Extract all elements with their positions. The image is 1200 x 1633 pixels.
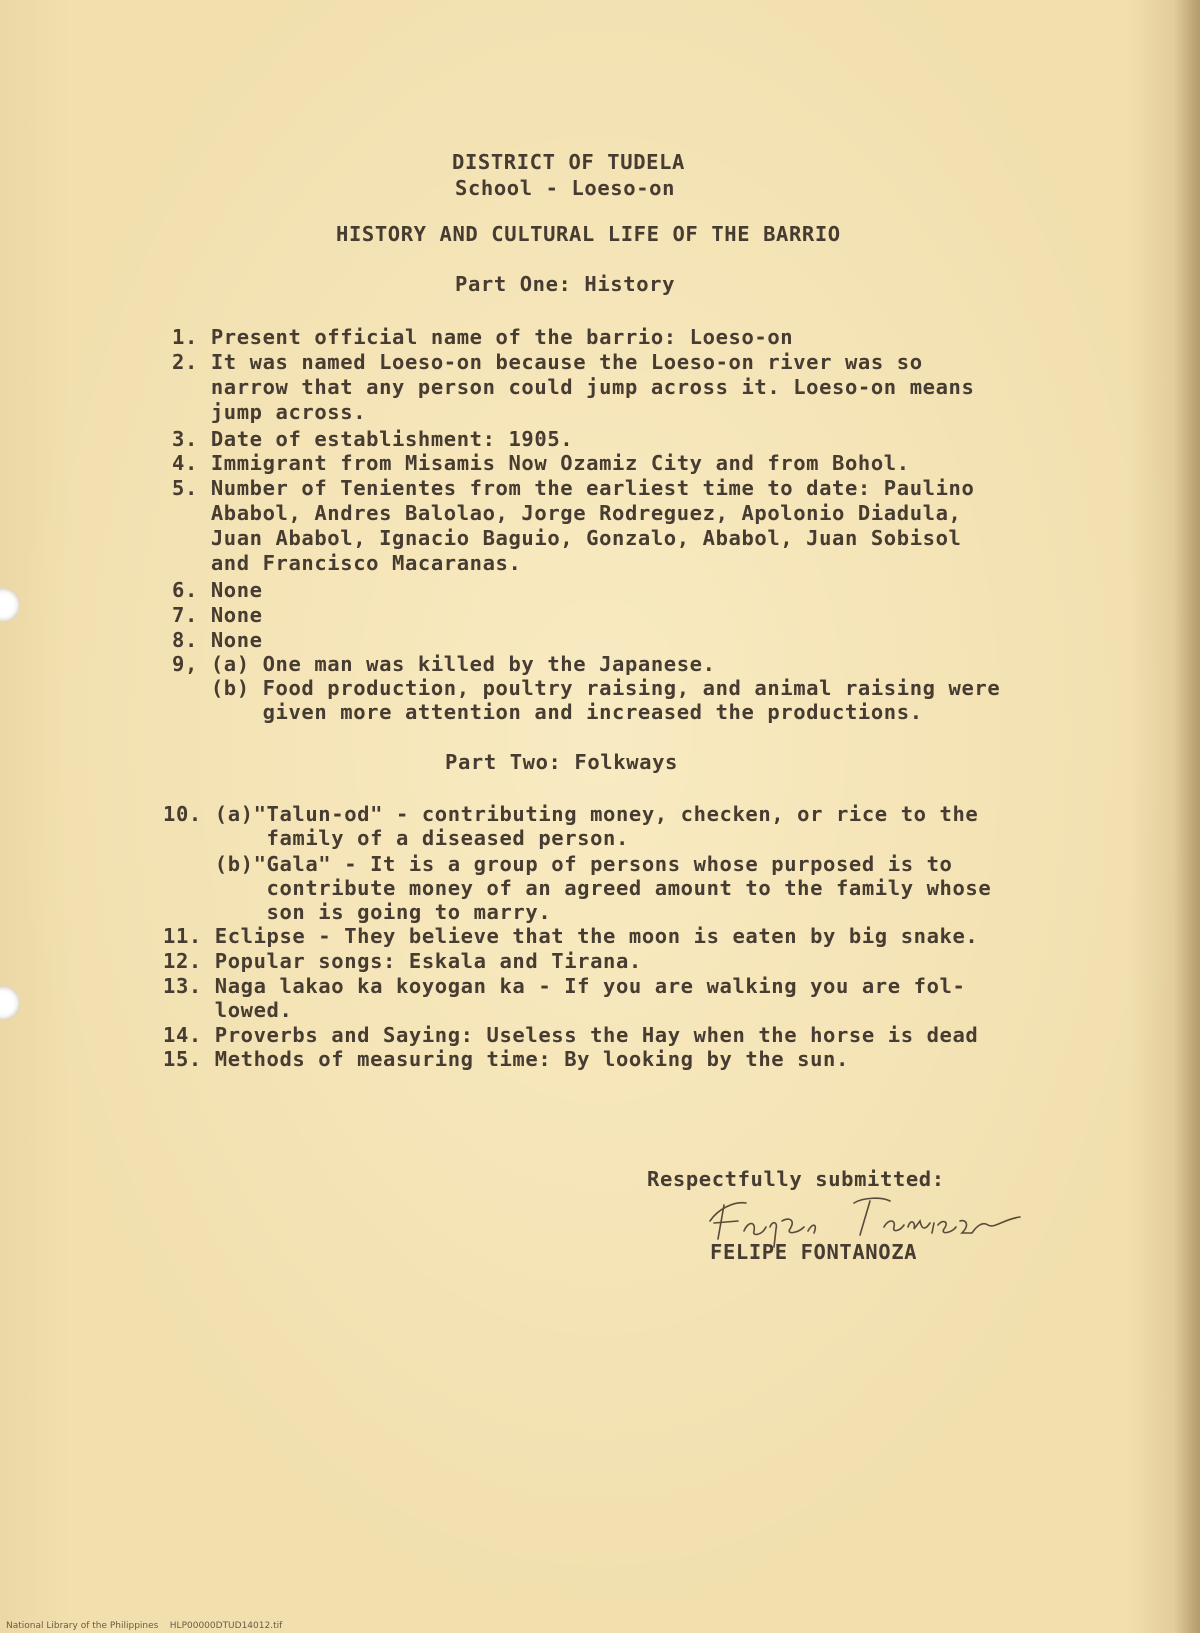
part-two-line: (b)"Gala" - It is a group of persons whose purposed is to bbox=[163, 852, 953, 876]
school-heading: School - Loeso-on bbox=[455, 176, 676, 200]
part-one-line: Ababol, Andres Balolao, Jorge Rodreguez, Apolonio Diadula, bbox=[172, 501, 962, 525]
document-title: HISTORY AND CULTURAL LIFE OF THE BARRIO bbox=[336, 222, 841, 246]
part-two-line: 10. (a)"Talun-od" - contributing money, checken, or rice to the bbox=[163, 802, 979, 826]
part-one-line: Juan Ababol, Ignacio Baguio, Gonzalo, Ababol, Juan Sobisol bbox=[172, 526, 962, 550]
part-one-line: 6. None bbox=[172, 578, 263, 602]
part-two-line: 11. Eclipse - They believe that the moon is eaten by big snake. bbox=[163, 924, 979, 948]
part-two-line: family of a diseased person. bbox=[163, 826, 629, 850]
part-two-line: 14. Proverbs and Saying: Useless the Hay when the horse is dead bbox=[163, 1023, 979, 1047]
part-one-line: (b) Food production, poultry raising, and animal raising were bbox=[172, 676, 1001, 700]
part-two-line: son is going to marry. bbox=[163, 900, 552, 924]
part-one-line: 8. None bbox=[172, 628, 263, 652]
part-one-line: 1. Present official name of the barrio: Loeso-on bbox=[172, 325, 794, 349]
part-two-line: lowed. bbox=[163, 998, 293, 1022]
part-two-heading: Part Two: Folkways bbox=[445, 750, 678, 774]
district-heading: DISTRICT OF TUDELA bbox=[452, 150, 685, 174]
part-one-line: jump across. bbox=[172, 400, 367, 424]
archive-footer: National Library of the Philippines HLP00000DTUD14012.tif bbox=[6, 1621, 283, 1631]
respectfully-submitted: Respectfully submitted: bbox=[647, 1167, 945, 1191]
paper-edge-shadow bbox=[1174, 0, 1200, 1633]
part-two-line: contribute money of an agreed amount to the family whose bbox=[163, 876, 992, 900]
part-one-line: 9, (a) One man was killed by the Japanese. bbox=[172, 652, 716, 676]
part-one-line: 5. Number of Tenientes from the earliest time to date: Paulino bbox=[172, 476, 975, 500]
part-one-heading: Part One: History bbox=[455, 272, 676, 296]
part-one-line: 3. Date of establishment: 1905. bbox=[172, 427, 574, 451]
signatory-name: FELIPE FONTANOZA bbox=[710, 1240, 918, 1264]
part-one-line: given more attention and increased the productions. bbox=[172, 700, 923, 724]
part-two-line: 12. Popular songs: Eskala and Tirana. bbox=[163, 949, 642, 973]
part-one-line: and Francisco Macaranas. bbox=[172, 551, 522, 575]
part-two-line: 13. Naga lakao ka koyogan ka - If you are walking you are fol- bbox=[163, 974, 966, 998]
part-two-line: 15. Methods of measuring time: By looking by the sun. bbox=[163, 1047, 849, 1071]
part-one-line: 4. Immigrant from Misamis Now Ozamiz City and from Bohol. bbox=[172, 451, 910, 475]
part-one-line: 7. None bbox=[172, 603, 263, 627]
part-one-line: 2. It was named Loeso-on because the Loeso-on river was so bbox=[172, 350, 923, 374]
part-one-line: narrow that any person could jump across it. Loeso-on means bbox=[172, 375, 975, 399]
